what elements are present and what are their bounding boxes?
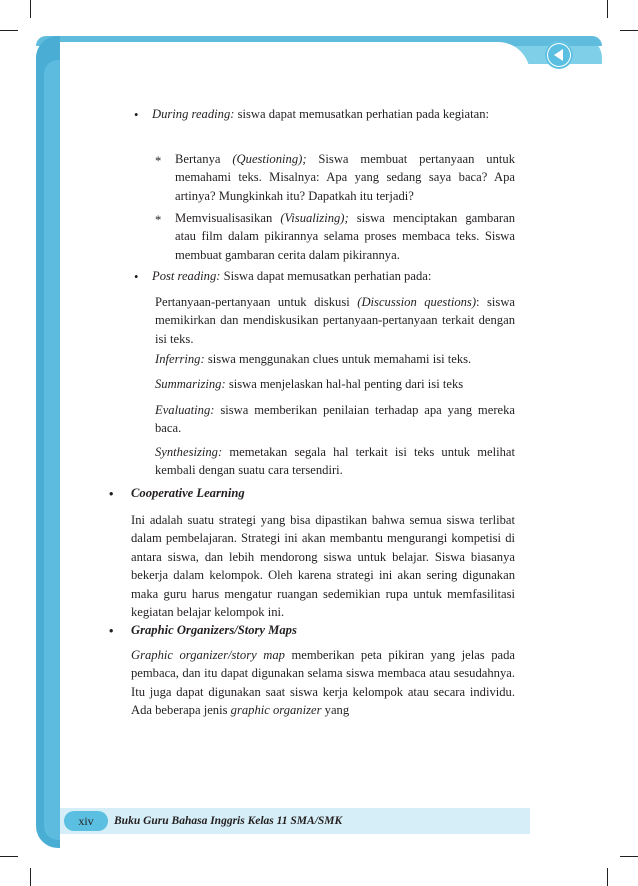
- bullet-post-reading: •: [134, 270, 139, 284]
- crop-mark: [0, 30, 18, 31]
- discussion-lead: Pertanyaan-pertanyaan untuk diskusi: [155, 295, 358, 309]
- during-reading-paragraph: [152, 105, 515, 123]
- summarizing-text: siswa menjelaskan hal-hal penting dari isi teks: [225, 377, 464, 391]
- bullet-during-reading: •: [134, 108, 139, 122]
- cooperative-learning-body: Ini adalah suatu strategi yang bisa dipastikan bahwa semua siswa terlibat dalam pembelajaran. Strategi ini akan membantu mengurangi kompetisi di antara siswa, dan lebih mendorong siswa untuk belajar. Siswa biasanya bekerja dalam kelompok. Oleh karena strategi ini akan sering digunakan maka guru harus mengatur ruangan sedemikian rupa untuk memfasilitasi kegiatan belajar kelompok ini.: [131, 513, 515, 620]
- discussion-paragraph: [155, 293, 515, 348]
- page-frame-left-highlight: [44, 60, 60, 840]
- inferring-term: Inferring:: [155, 352, 205, 366]
- graphic-organizers-text2: yang: [321, 703, 350, 718]
- crop-mark: [0, 856, 18, 857]
- questioning-paragraph: [175, 150, 515, 205]
- evaluating-term: Evaluating:: [155, 403, 215, 417]
- evaluating-paragraph: [155, 401, 515, 438]
- back-arrow-icon: [548, 44, 570, 66]
- visualizing-term: (Visualizing);: [280, 211, 349, 225]
- questioning-term: (Questioning);: [232, 152, 307, 166]
- crop-mark: [30, 0, 31, 18]
- bullet-cooperative-learning: •: [109, 487, 114, 501]
- questioning-lead: Bertanya: [175, 152, 233, 166]
- discussion-text: : siswa memikirkan dan mendiskusikan pertanyaan-pertanyaan terkait dengan isi teks.: [155, 295, 516, 346]
- summarizing-term: Summarizing:: [155, 377, 226, 391]
- questioning-text: Siswa membuat pertanyaan untuk memahami teks. Misalnya: Apa yang sedang saya baca? Apa artinya? Mungkinkah itu? Dapatkah itu terjadi?: [175, 152, 515, 203]
- asterisk-visualizing: *: [155, 213, 162, 227]
- post-reading-term: Post reading:: [152, 269, 221, 283]
- inferring-paragraph: [155, 350, 515, 368]
- synthesizing-paragraph: [155, 443, 515, 480]
- synthesizing-term: Synthesizing:: [155, 445, 223, 459]
- bullet-graphic-organizers: •: [109, 624, 114, 638]
- asterisk-questioning: *: [155, 154, 162, 168]
- visualizing-lead: Memvisualisasikan: [175, 211, 281, 225]
- visualizing-paragraph: [175, 209, 515, 264]
- graphic-organizers-term2: graphic organizer: [230, 703, 322, 718]
- during-reading-term: During reading:: [152, 107, 235, 121]
- graphic-organizers-term: Graphic organizer/story map: [131, 648, 285, 662]
- graphic-organizers-text: memberikan peta pikiran yang jelas pada pembaca, dan itu dapat digunakan selama siswa membaca atau sesudahnya. Itu juga dapat digunakan saat siswa kerja kelompok atau secara individu. Ada beberapa jenis: [131, 648, 515, 718]
- synthesizing-text: memetakan segala hal terkait isi teks untuk melihat kembali dengan suatu cara tersendiri.: [155, 445, 515, 478]
- footer-book-title: Buku Guru Bahasa Inggris Kelas 11 SMA/SMK: [114, 815, 343, 827]
- right-margin: [530, 64, 602, 848]
- page-number: xiv: [78, 814, 94, 828]
- graphic-organizers-heading: Graphic Organizers/Story Maps: [131, 623, 297, 637]
- visualizing-text: siswa menciptakan gambaran atau film dalam pikirannya selama proses membaca teks. Siswa membuat gambaran cerita dalam pikirannya.: [175, 211, 516, 262]
- post-reading-paragraph: [152, 267, 515, 285]
- discussion-term: (Discussion questions): [357, 295, 477, 309]
- crop-mark: [30, 868, 31, 886]
- summarizing-paragraph: [155, 375, 515, 393]
- graphic-organizers-body: [131, 646, 515, 720]
- crop-mark: [620, 30, 638, 31]
- inferring-text: siswa menggunakan clues untuk memahami isi teks.: [204, 352, 472, 366]
- during-reading-text: siswa dapat memusatkan perhatian pada kegiatan:: [234, 107, 490, 121]
- crop-mark: [607, 0, 608, 18]
- crop-mark: [620, 856, 638, 857]
- cooperative-learning-heading: Cooperative Learning: [131, 486, 245, 500]
- evaluating-text: siswa memberikan penilaian terhadap apa yang mereka baca.: [155, 403, 515, 436]
- back-button[interactable]: [545, 41, 573, 69]
- crop-mark: [607, 868, 608, 886]
- post-reading-text: Siswa dapat memusatkan perhatian pada:: [220, 269, 432, 283]
